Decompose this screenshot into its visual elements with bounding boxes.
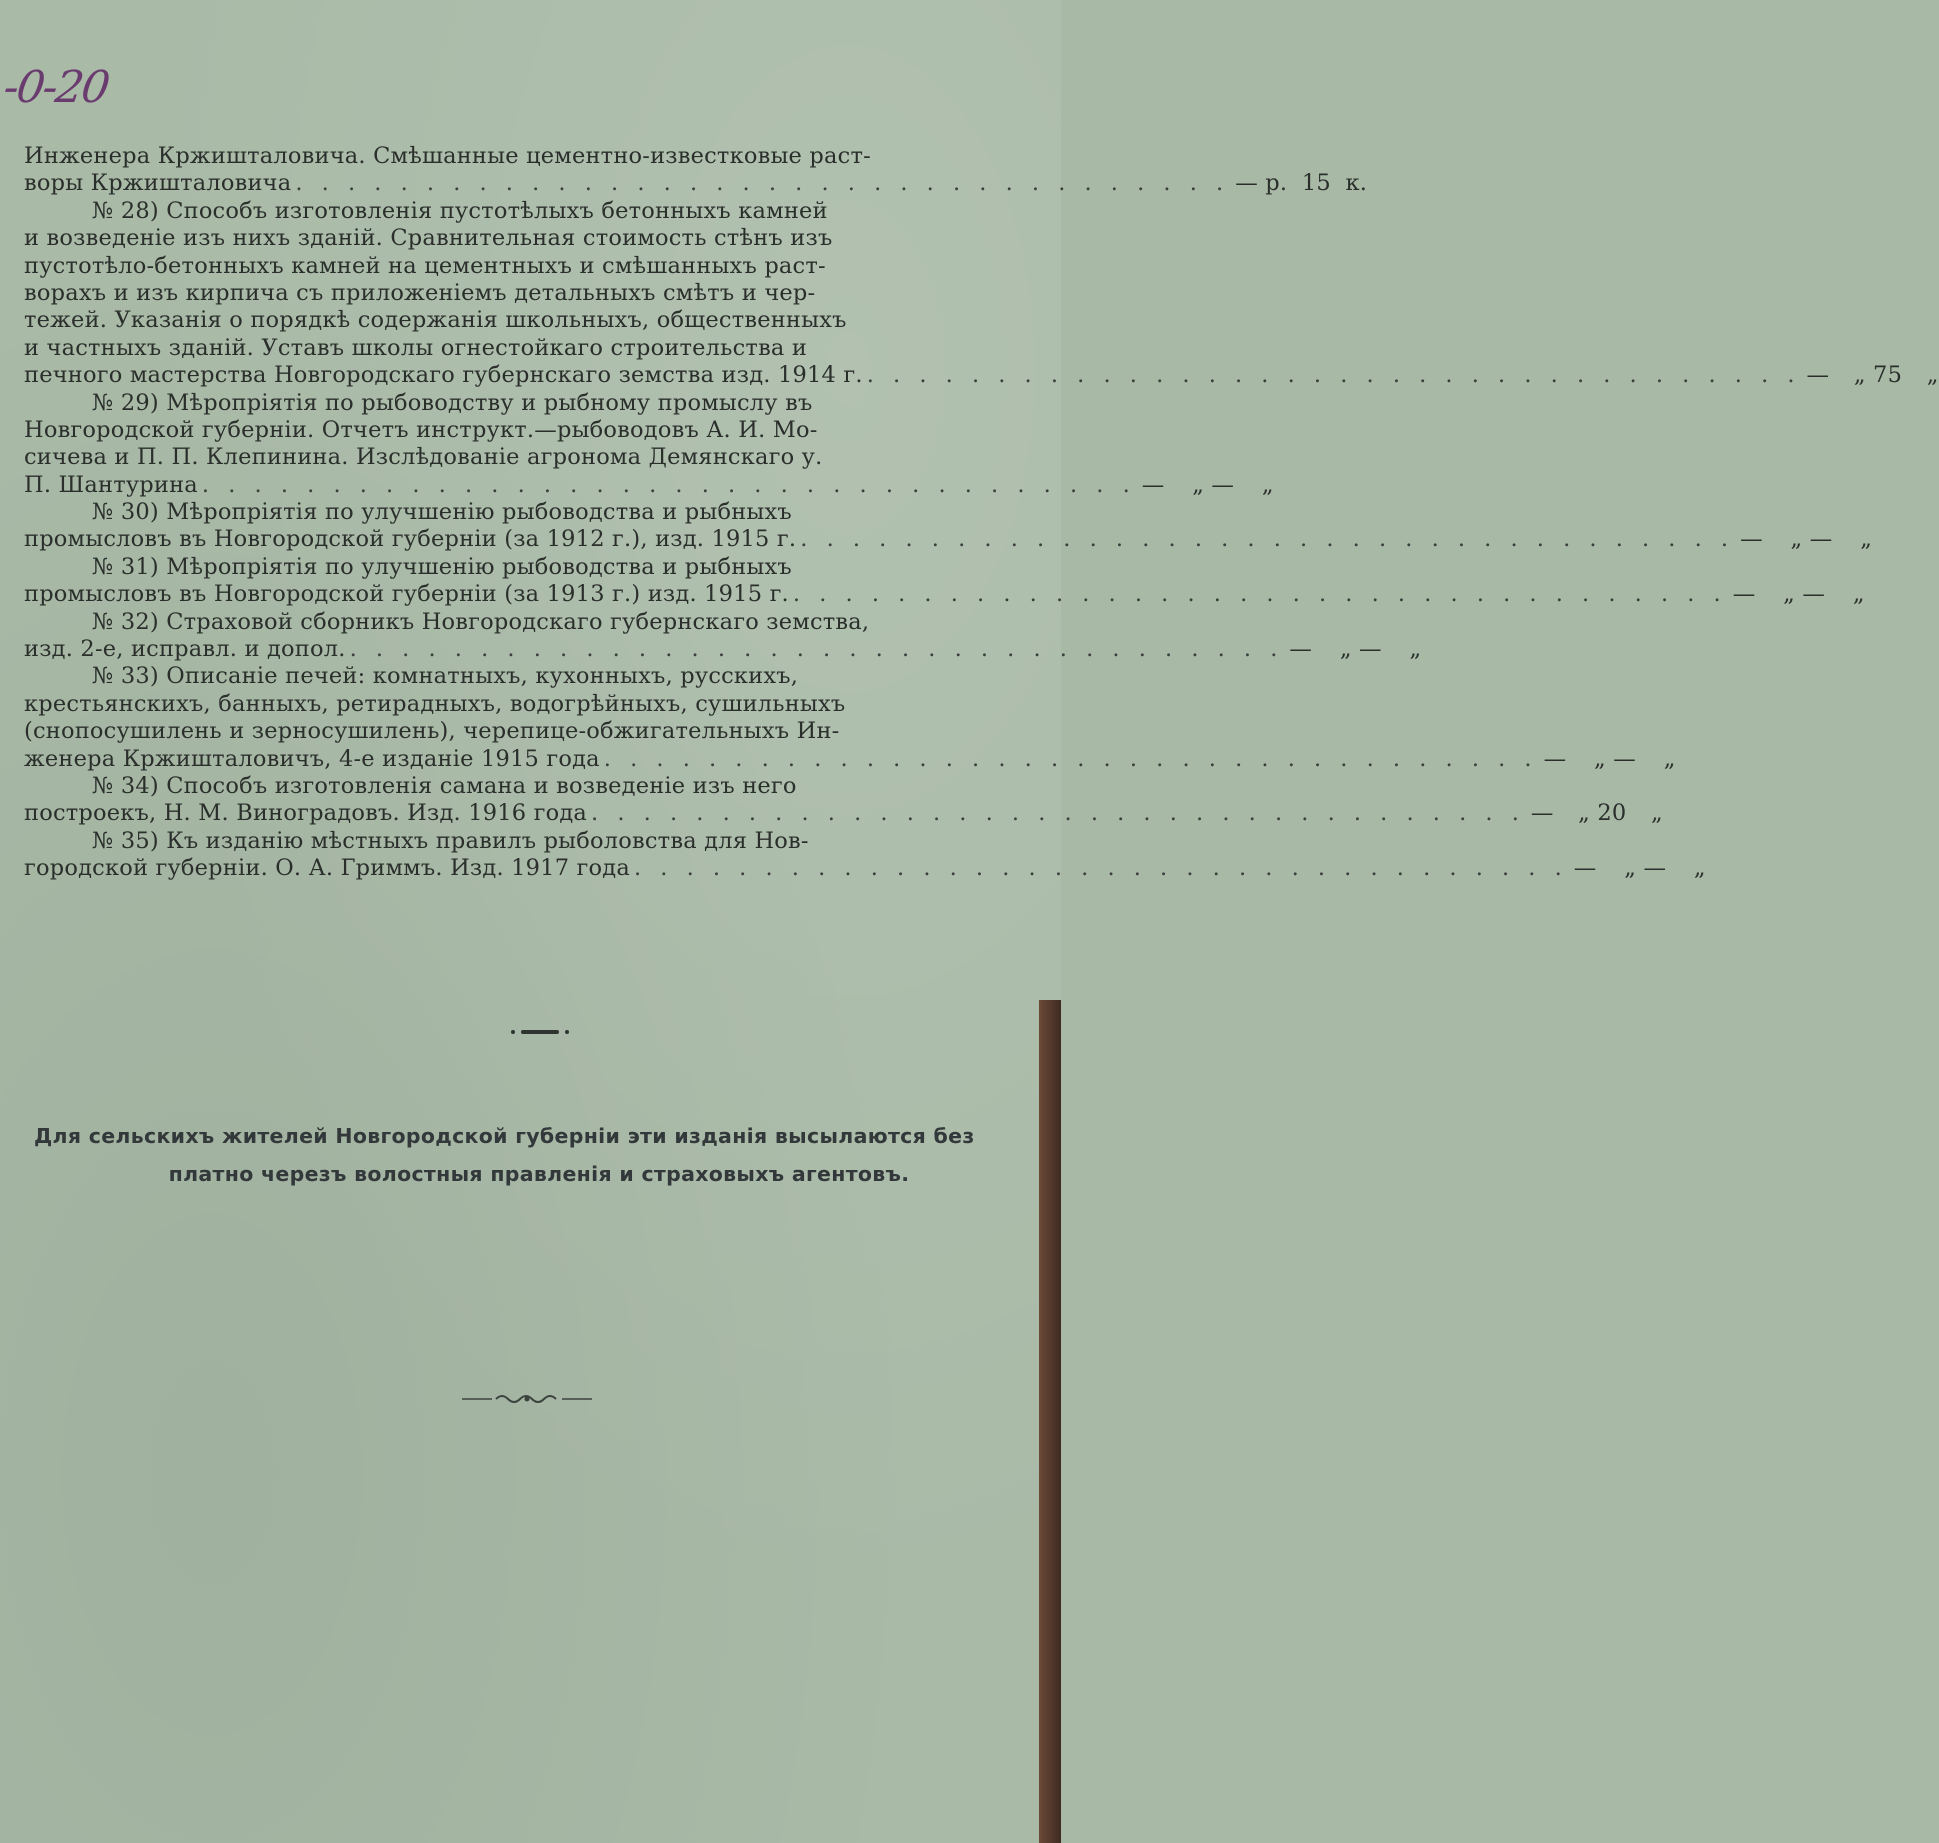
- entry-text: промысловъ въ Новгородской губерніи (за 1912 г.), изд. 1915 г.: [24, 526, 797, 553]
- notice-line-1: Для сельскихъ жителей Новгородской губерніи эти изданія высылаются без: [34, 1124, 975, 1148]
- entry-text: (снопосушилень и зерносушилень), черепице-обжигательныхъ Ин-: [24, 718, 840, 745]
- entry-line: [24, 143, 1058, 170]
- catalog-entry: [24, 827, 1706, 883]
- dot-leader: . . . . . . . . . . . . . . . . . . . . . . . . . . . . . . . . . . . .: [800, 526, 1735, 553]
- entry-text: сичева и П. П. Клепинина. Изслѣдованіе агронома Демянскаго у.: [24, 444, 823, 471]
- catalog-entry: [24, 389, 1274, 500]
- entry-text: № 32) Страховой сборникъ Новгородскаго губернскаго земства,: [92, 608, 870, 635]
- entry-line: [24, 471, 1274, 499]
- price: [1568, 855, 1706, 882]
- entry-line: [24, 444, 1058, 471]
- catalog-entry: [24, 499, 1873, 554]
- entry-text: воры Кржишталовича: [24, 170, 292, 197]
- entry-line: [24, 663, 1058, 690]
- entry-line: [24, 307, 1058, 334]
- entry-text: № 34) Способъ изготовленія самана и возведеніе изъ него: [92, 772, 797, 799]
- price-part: „: [1852, 581, 1865, 608]
- price: [1525, 800, 1663, 827]
- catalog-entry: [24, 608, 1422, 664]
- price-part: к.: [1345, 170, 1368, 197]
- entry-text: № 31) Мѣропріятія по улучшенію рыбоводства и рыбныхъ: [92, 553, 792, 580]
- dot-leader: . . . . . . . . . . . . . . . . . . . . . . . . . . . . . . . . . . . .: [792, 581, 1727, 608]
- entry-line: [24, 335, 1058, 362]
- entry-text: изд. 2-е, исправл. и допол.: [24, 636, 346, 663]
- entry-line: [24, 198, 1058, 225]
- entry-line: [24, 691, 1058, 718]
- entry-text: пустотѣло-бетонныхъ камней на цементныхъ и смѣшанныхъ раст-: [24, 252, 826, 279]
- entry-text: женера Кржишталовичъ, 4-е изданіе 1915 года: [24, 745, 600, 772]
- dot-leader: . . . . . . . . . . . . . . . . . . . . . . . . . . . . . . . . . . . .: [591, 800, 1525, 827]
- entry-text: печного мастерства Новгородскаго губернскаго земства изд. 1914 г.: [24, 362, 863, 389]
- price: [1734, 526, 1872, 553]
- entry-text: № 33) Описаніе печей: комнатныхъ, кухонныхъ, русскихъ,: [92, 663, 799, 690]
- dot-leader: . . . . . . . . . . . . . . . . . . . . . . . . . . . . . . . . . . . .: [201, 471, 1136, 498]
- price-part: „ 20: [1578, 800, 1627, 827]
- entry-line: [24, 499, 1058, 526]
- publication-catalog: [24, 143, 1939, 883]
- entry-line: [24, 609, 1058, 636]
- price-part: „ —: [1339, 636, 1382, 663]
- entry-line: [24, 773, 1058, 800]
- price-part: „ —: [1594, 745, 1636, 772]
- entry-line: [24, 636, 1422, 663]
- catalog-entry: [24, 772, 1663, 828]
- price-part: „ —: [1790, 526, 1833, 553]
- price-part: —: [1732, 581, 1756, 608]
- entry-line: [24, 390, 1058, 417]
- catalog-entry: [24, 553, 1865, 609]
- price-part: „: [1860, 526, 1873, 553]
- price-part: —: [1573, 855, 1597, 882]
- price-part: „ —: [1192, 471, 1235, 498]
- entry-line: [24, 253, 1058, 280]
- price-part: „: [1693, 855, 1706, 882]
- entry-text: и возведеніе изъ нихъ зданій. Сравнительная стоимость стѣнъ изъ: [24, 225, 833, 252]
- entry-text: построекъ, Н. М. Виноградовъ. Изд. 1916 года: [24, 800, 588, 827]
- entry-line: [24, 526, 1873, 553]
- entry-line: [24, 718, 1058, 745]
- notice-block: [34, 1124, 1044, 1186]
- price-part: „ 75: [1853, 362, 1903, 389]
- entry-text: П. Шантурина: [24, 471, 198, 498]
- price-part: —: [1289, 636, 1313, 663]
- entry-line: [24, 170, 1368, 197]
- price-part: „: [1261, 471, 1274, 498]
- price-part: —: [1141, 471, 1165, 498]
- price-part: „: [1926, 362, 1939, 389]
- catalog-entry: [24, 663, 1676, 773]
- entry-line: [24, 581, 1865, 608]
- price-part: „: [1663, 745, 1676, 772]
- entry-text: ворахъ и изъ кирпича съ приложеніемъ детальныхъ смѣтъ и чер-: [24, 279, 816, 306]
- price: [1727, 581, 1865, 608]
- price-part: „: [1651, 800, 1663, 827]
- dot-leader: . . . . . . . . . . . . . . . . . . . . . . . . . . . . . . . . . . . .: [866, 362, 1801, 389]
- price: [1538, 746, 1676, 773]
- dot-leader: . . . . . . . . . . . . . . . . . . . . . . . . . . . . . . . . . . . .: [603, 745, 1538, 772]
- price-part: —: [1806, 362, 1830, 389]
- entry-line: [24, 554, 1058, 581]
- entry-line: [24, 745, 1676, 773]
- entry-line: [24, 280, 1058, 307]
- price-part: —: [1530, 800, 1554, 827]
- dot-leader: . . . . . . . . . . . . . . . . . . . . . . . . . . . . . . . . . . . .: [633, 855, 1568, 882]
- entry-text: № 35) Къ изданію мѣстныхъ правилъ рыболовства для Нов-: [92, 827, 809, 854]
- price-part: „: [1409, 636, 1422, 663]
- entry-line: [24, 800, 1663, 827]
- price-part: 15: [1301, 170, 1331, 197]
- price-part: „ —: [1624, 855, 1667, 882]
- price-part: —: [1740, 526, 1763, 553]
- entry-line: [24, 225, 1058, 252]
- entry-line: [24, 362, 1939, 389]
- notice-line-2: платно черезъ волостныя правленія и страховыхъ агентовъ.: [168, 1162, 910, 1186]
- entry-line: [24, 417, 1058, 444]
- handwritten-mark: -0-20: [0, 62, 112, 113]
- price-part: „ —: [1783, 581, 1826, 608]
- price-part: —: [1543, 745, 1567, 772]
- entry-text: тежей. Указанія о порядкѣ содержанія школьныхъ, общественныхъ: [24, 307, 847, 334]
- entry-text: Инженера Кржишталовича. Смѣшанные цементно-известковые раст-: [24, 143, 871, 169]
- price-part: — р.: [1235, 170, 1288, 197]
- divider-ornament: [505, 1026, 575, 1038]
- entry-line: [24, 828, 1058, 855]
- entry-text: и частныхъ зданій. Уставъ школы огнестойкаго строительства и: [24, 334, 808, 361]
- entry-text: промысловъ въ Новгородской губерніи (за 1913 г.) изд. 1915 г.: [24, 581, 789, 608]
- entry-text: крестьянскихъ, банныхъ, ретирадныхъ, водогрѣйныхъ, сушильныхъ: [24, 690, 846, 717]
- price: [1229, 170, 1367, 197]
- end-ornament: [462, 1392, 592, 1406]
- entry-text: № 30) Мѣропріятія по улучшенію рыбоводства и рыбныхъ: [92, 499, 792, 526]
- catalog-entry: [24, 197, 1939, 390]
- entry-text: № 28) Способъ изготовленія пустотѣлыхъ бетонныхъ камней: [92, 197, 828, 224]
- entry-text: Новгородской губерніи. Отчетъ инструкт.—рыбоводовъ А. И. Мо-: [24, 416, 818, 443]
- price: [1136, 472, 1274, 499]
- entry-line: [24, 855, 1706, 882]
- price: [1283, 636, 1421, 663]
- price: [1801, 362, 1939, 389]
- entry-text: городской губерніи. О. А. Гриммъ. Изд. 1917 года: [24, 855, 630, 882]
- dot-leader: . . . . . . . . . . . . . . . . . . . . . . . . . . . . . . . . . . . .: [295, 170, 1230, 197]
- entry-text: № 29) Мѣропріятія по рыбоводству и рыбному промыслу въ: [92, 389, 813, 416]
- catalog-entry: [24, 143, 1368, 198]
- dot-leader: . . . . . . . . . . . . . . . . . . . . . . . . . . . . . . . . . . . .: [349, 636, 1284, 663]
